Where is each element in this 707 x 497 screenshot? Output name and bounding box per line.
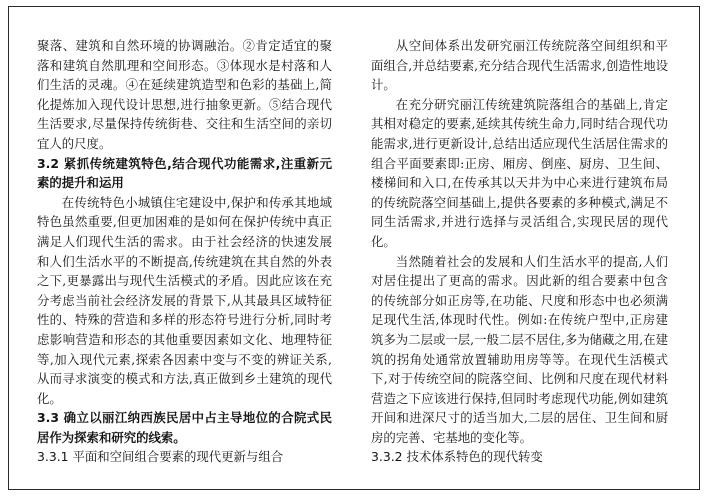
right-paragraph-2: 在充分研究丽江传统建筑院落组合的基础上,肯定其相对稳定的要素,延续其传统生命力,同时结合现代功能需求,进行更新设计,总结出适应现代生活居住需求的组合平面要素即:正房、厢房、倒座、厨房、卫生间、楼梯间和入口,在传承其以天井为中心来进行建筑布局的传统院落空间基础上,提供各要素的多种模式,满足不同生活需求,并进行选择与灵活组合,实现民居的现代化。: [371, 96, 668, 249]
left-paragraph-2: 在传统特色小城镇住宅建设中,保护和传承其地域特色虽然重要,但更加困难的是如何在保护传统中真正满足人们现代生活的需求。由于社会经济的快速发展和人们生活水平的不断提高,传统建筑在其自然的外表之下,更暴露出与现代生活模式的矛盾。因此应该在充分考虑当前社会经济发展的背景下,从其最具区域特征性的、特殊的营造和多样的形态符号进行分析,同时考虑影响营造和形态的其他重要因素如文化、地理特征等,加入现代元素,探索各因素中变与不变的辨证关系,从而寻求演变的模式和方法,真正做到乡土建筑的现代化。: [37, 194, 332, 406]
section-heading-3-3: 3.3 确立以丽江纳西族民居中占主导地位的合院式民居作为探索和研究的线索。: [37, 410, 332, 445]
left-paragraph-1: 聚落、建筑和自然环境的协调融治。②肯定适宜的聚落和建筑自然肌理和空间形态。③体现水是村落和人们生活的灵魂。④在延续建筑造型和色彩的基础上,简化提炼加入现代设计思想,进行抽象更新。⑤结合现代生活要求,尽量保持传统街巷、交往和生活空间的亲切宜人的尺度。: [37, 38, 332, 151]
section-heading-3-2: 3.2 紧抓传统建筑特色,结合现代功能需求,注重新元素的提升和运用: [37, 155, 332, 191]
right-column: [371, 36, 668, 467]
section-heading-3-3-2: 3.3.2 技术体系特色的现代转变: [371, 449, 543, 465]
left-column: [37, 36, 332, 467]
section-heading-3-3-1: 3.3.1 平面和空间组合要素的现代更新与组合: [37, 449, 284, 465]
right-paragraph-1: 从空间体系出发研究丽江传统院落空间组织和平面组合,并总结要素,充分结合现代生活需求,创造性地设计。: [371, 38, 668, 93]
right-paragraph-3: 当然随着社会的发展和人们生活水平的提高,人们对居住提出了更高的需求。因此新的组合要素中包含的传统部分如正房等,在功能、尺度和形态中也必须满足现代生活,体现时代性。例如:在传统户型中,正房建筑多为二层或一层,一般二层不居住,多为储藏之用,在建筑的拐角处通常放置辅助用房等等。在现代生活模式下,对于传统空间的院落空间、比例和尺度在现代材料营造之下应该进行保持,但同时考虑现代功能,例如建筑开间和进深尺寸的适当加大,二层的居住、卫生间和厨房的完善、宅基地的变化等。: [371, 253, 668, 445]
